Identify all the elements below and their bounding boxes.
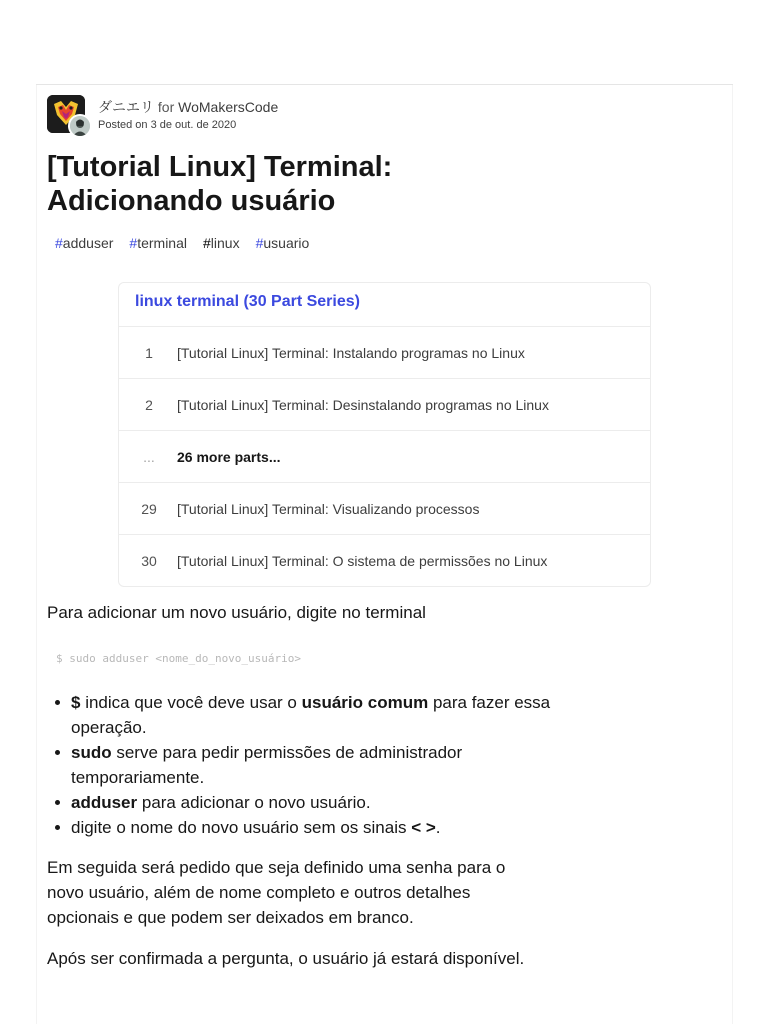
posted-date: Posted on 3 de out. de 2020 [98, 119, 237, 131]
series-item-number: 30 [141, 552, 157, 569]
tag-label: terminal [137, 235, 187, 251]
tag-label: adduser [62, 235, 114, 251]
bullet-text: para adicionar o novo usuário. [137, 793, 371, 812]
tag-adduser[interactable] [47, 233, 121, 253]
series-item-number: 1 [145, 344, 153, 361]
series-item-title: [Tutorial Linux] Terminal: Desinstalando programas no Linux [177, 396, 549, 413]
list-item [47, 790, 567, 815]
series-more-label: 26 more parts... [177, 448, 281, 465]
bullet-text: para fazer essa operação. [71, 693, 551, 737]
tag-linux[interactable] [195, 233, 248, 253]
followup-paragraph: Em seguida será pedido que seja definido uma senha para o novo usuário, além de nome completo e outros detalhes opcionais e que podem ser deixados em branco. [47, 858, 506, 927]
bullet-bold: usuário comum [301, 693, 429, 712]
series-item-title: [Tutorial Linux] Terminal: Visualizando processos [177, 500, 480, 517]
bullet-bold: adduser [71, 793, 138, 812]
article-title [47, 150, 607, 218]
org-name-link[interactable]: WoMakersCode [178, 99, 279, 115]
author-for-label: for [157, 99, 175, 115]
series-nav [118, 282, 651, 587]
list-item [47, 815, 567, 840]
list-item [47, 740, 567, 790]
tag-label: linux [210, 235, 240, 251]
code-block: $ sudo adduser <nome_do_novo_usuário> [56, 652, 302, 665]
tag-hash: # [255, 235, 264, 251]
bullet-text: indica que você deve usar o [80, 693, 302, 712]
bullet-bold: sudo [71, 743, 112, 762]
series-item[interactable] [119, 326, 650, 378]
series-item-number: 2 [145, 396, 153, 413]
tag-terminal[interactable] [121, 233, 195, 253]
intro-paragraph: Para adicionar um novo usuário, digite no terminal [47, 603, 426, 622]
bullet-text: serve para pedir permissões de administrador temporariamente. [71, 743, 463, 787]
series-item-number: ... [143, 448, 155, 465]
bullet-list [47, 690, 567, 840]
author-name[interactable]: ダニエリ [98, 99, 154, 115]
series-item[interactable] [119, 482, 650, 534]
bullet-bold: $ [71, 693, 81, 712]
author-byline [98, 97, 278, 117]
bullet-bold: < > [411, 818, 436, 837]
series-more-parts[interactable] [119, 430, 650, 482]
user-avatar-icon[interactable] [68, 114, 92, 138]
bullet-text: . [435, 818, 441, 837]
tag-hash: # [202, 235, 211, 251]
list-item [47, 690, 567, 740]
series-title[interactable]: linux terminal (30 Part Series) [135, 293, 360, 310]
series-item-title: [Tutorial Linux] Terminal: Instalando programas no Linux [177, 344, 525, 361]
series-item-title: [Tutorial Linux] Terminal: O sistema de permissões no Linux [177, 552, 548, 569]
article-title-line2: Adicionando usuário [47, 185, 336, 217]
series-item[interactable] [119, 534, 650, 586]
tag-hash: # [55, 235, 63, 251]
bullet-text: digite o nome do novo usuário sem os sinais [71, 818, 412, 837]
series-item-number: 29 [141, 500, 157, 517]
article-title-line1: [Tutorial Linux] Terminal: [47, 151, 393, 183]
tag-list [47, 233, 317, 253]
tag-hash: # [129, 235, 138, 251]
author-avatars[interactable] [47, 95, 93, 139]
tag-label: usuario [263, 235, 310, 251]
tag-usuario[interactable] [248, 233, 318, 253]
closing-paragraph: Após ser confirmada a pergunta, o usuário já estará disponível. [47, 949, 525, 968]
series-item[interactable] [119, 378, 650, 430]
